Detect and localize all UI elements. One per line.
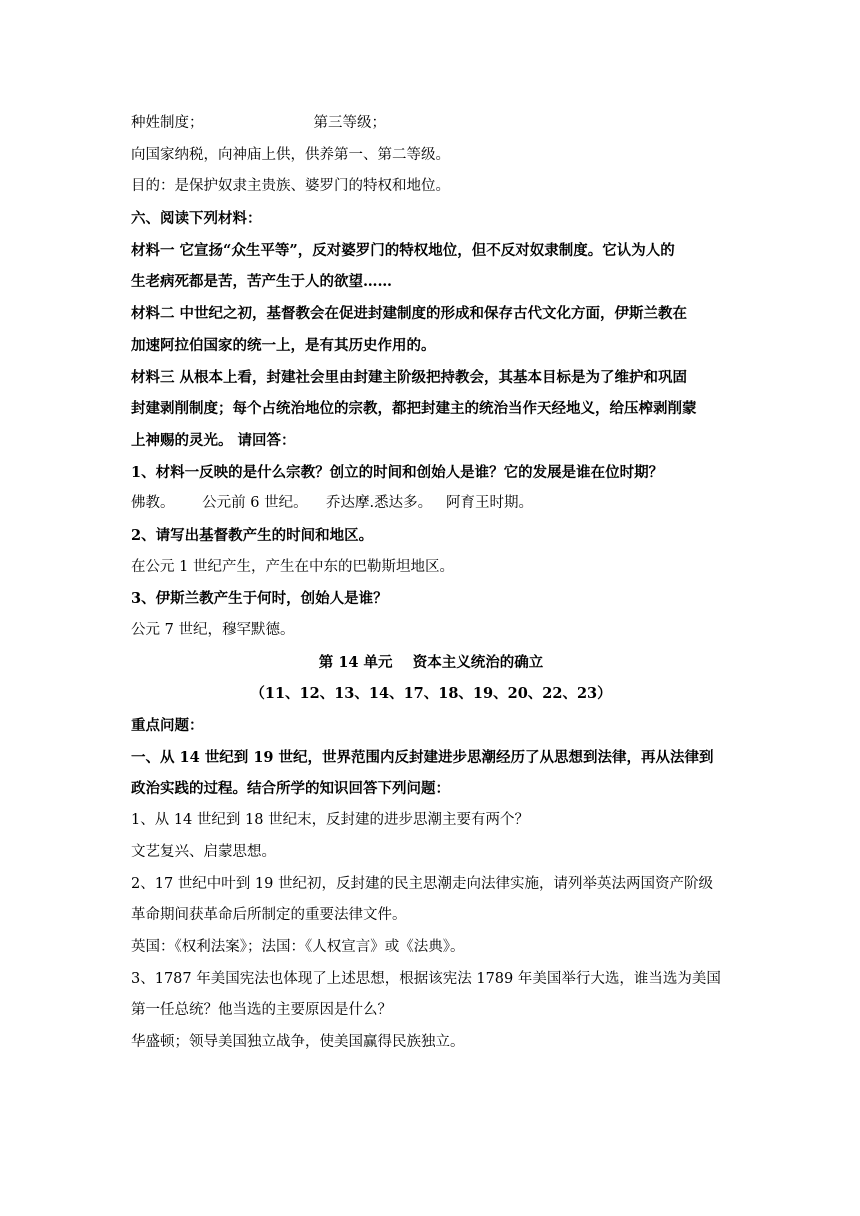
- sub-question-1: 1、从 14 世纪到 18 世纪末，反封建的进步思潮主要有两个？: [131, 812, 530, 829]
- text-line-3: 目的：是保护奴隶主贵族、婆罗门的特权和地位。: [131, 178, 450, 195]
- sub-answer-1: 文艺复兴、启蒙思想。: [131, 843, 276, 860]
- document-page: [131, 108, 731, 1059]
- section-heading-six: 六、阅读下列材料：: [131, 210, 262, 228]
- unit-title: 第 14 单元 资本主义统治的确立: [318, 653, 544, 671]
- material-two-line-1: 材料二 中世纪之初，基督教会在促进封建制度的形成和保存古代文化方面，伊斯兰教在: [131, 305, 688, 323]
- sub-answer-2: 英国：《权利法案》；法国：《人权宣言》或《法典》。: [131, 938, 465, 955]
- sub-question-2-line-2: 革命期间获革命后所制定的重要法律文件。: [131, 907, 407, 924]
- unit-lessons: （11、12、13、14、17、18、19、20、22、23）: [250, 685, 612, 703]
- material-one-line-2: 生老病死都是苦，苦产生于人的欲望……: [131, 273, 392, 291]
- material-three-line-3: 上神赐的灵光。 请回答：: [131, 431, 296, 449]
- answer-1: 佛教。 公元前 6 世纪。 乔达摩.悉达多。 阿育王时期。: [131, 495, 533, 512]
- sub-question-3-line-1: 3、1787 年美国宪法也体现了上述思想，根据该宪法 1789 年美国举行大选，谁当选为美国: [131, 970, 721, 987]
- text-line-2: 向国家纳税，向神庙上供，供养第一、第二等级。: [131, 146, 450, 163]
- key-questions-heading: 重点问题：: [131, 717, 204, 735]
- sub-question-2-line-1: 2、17 世纪中叶到 19 世纪初，反封建的民主思潮走向法律实施，请列举英法两国资产阶级: [131, 875, 713, 892]
- material-three-line-1: 材料三 从根本上看，封建社会里由封建主阶级把持教会，其基本目标是为了维护和巩固: [131, 368, 688, 386]
- question-3: 3、伊斯兰教产生于何时，创始人是谁？: [131, 590, 388, 608]
- text-line-1: [131, 108, 731, 140]
- sub-question-3-line-2: 第一任总统？他当选的主要原因是什么？: [131, 1002, 392, 1019]
- answer-2: 在公元 1 世纪产生，产生在中东的巴勒斯坦地区。: [131, 558, 454, 575]
- sub-answer-3: 华盛顿；领导美国独立战争，使美国赢得民族独立。: [131, 1033, 465, 1050]
- material-one-line-1: 材料一 它宣扬“众生平等”，反对婆罗门的特权地位，但不反对奴隶制度。它认为人的: [131, 241, 675, 259]
- question-one-line-2: 政治实践的过程。结合所学的知识回答下列问题：: [131, 780, 450, 798]
- question-2: 2、请写出基督教产生的时间和地区。: [131, 526, 374, 544]
- caste-system-text: 种姓制度；: [131, 115, 204, 131]
- third-class-text: 第三等级；: [313, 115, 386, 131]
- question-1: 1、材料一反映的是什么宗教？创立的时间和创始人是谁？它的发展是谁在位时期？: [131, 463, 664, 481]
- material-three-line-2: 封建剥削制度；每个占统治地位的宗教，都把封建主的统治当作天经地义，给压榨剥削蒙: [131, 400, 697, 418]
- material-two-line-2: 加速阿拉伯国家的统一上，是有其历史作用的。: [131, 336, 436, 354]
- answer-3: 公元 7 世纪，穆罕默德。: [131, 622, 295, 638]
- question-one-line-1: 一、从 14 世纪到 19 世纪，世界范围内反封建进步思潮经历了从思想到法律，再从法律到: [131, 748, 714, 766]
